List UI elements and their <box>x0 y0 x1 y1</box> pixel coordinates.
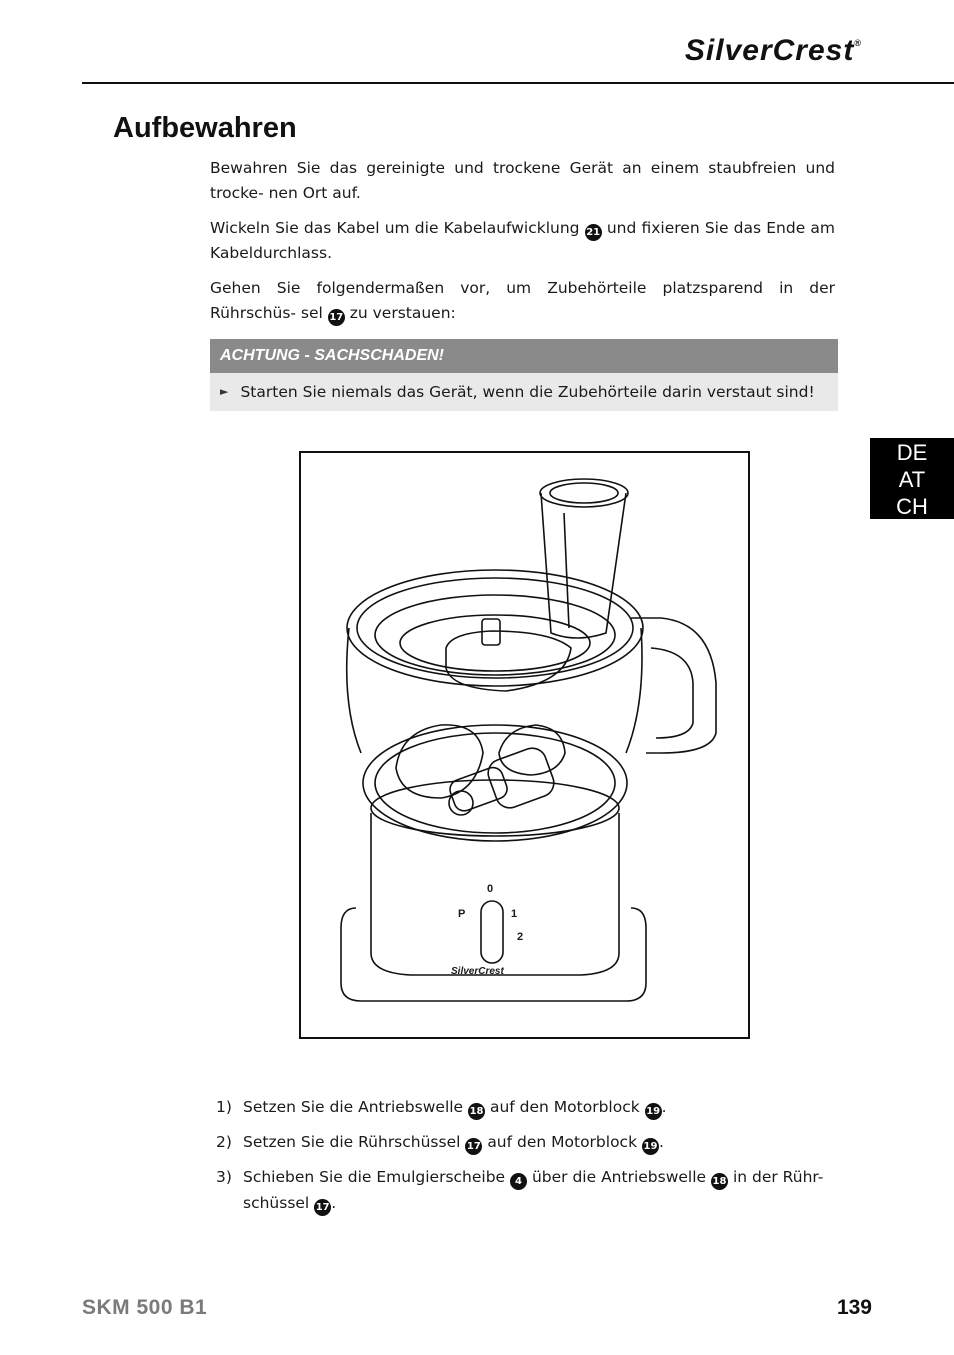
callout-number: 18 <box>711 1173 728 1190</box>
switch-label-p: P <box>458 908 466 920</box>
language-de: DE <box>896 440 928 465</box>
language-ch: CH <box>896 494 928 519</box>
callout-number: 17 <box>328 309 345 326</box>
switch-label-2: 2 <box>517 931 524 943</box>
switch-label-1: 1 <box>511 908 518 920</box>
device-brand: SilverCrest <box>451 966 504 977</box>
paragraph-accessories: Gehen Sie folgendermaßen vor, um Zubehörteile platzsparend in der Rührschüs- sel 17 zu verstauen: <box>210 276 835 326</box>
callout-number: 19 <box>645 1103 662 1120</box>
callout-number: 19 <box>642 1138 659 1155</box>
callout-number: 17 <box>314 1199 331 1216</box>
food-processor-illustration <box>299 451 750 1039</box>
brand-logo: SilverCrest® <box>684 34 862 67</box>
footer-model: SKM 500 B1 <box>82 1296 208 1319</box>
step-item: 3) Schieben Sie die Emulgierscheibe 4 über die Antriebswelle 18 in der Rühr- schüssel 17. <box>216 1164 836 1216</box>
language-tab <box>870 438 954 519</box>
arrow-right-icon: ► <box>220 385 229 398</box>
warning-text: Starten Sie niemals das Gerät, wenn die Zubehörteile darin verstaut sind! <box>240 383 815 401</box>
header-rule <box>82 82 954 84</box>
callout-number: 18 <box>468 1103 485 1120</box>
warning-heading: ACHTUNG - SACHSCHADEN! <box>210 339 838 373</box>
callout-number: 4 <box>510 1173 527 1190</box>
callout-number: 17 <box>465 1138 482 1155</box>
language-at: AT <box>898 467 926 492</box>
page-title: Aufbewahren <box>113 112 297 144</box>
paragraph-storage: Bewahren Sie das gereinigte und trockene Gerät an einem staubfreien und trocke- nen Ort auf. <box>210 159 835 202</box>
warning-box <box>210 339 838 411</box>
callout-number: 21 <box>585 224 602 241</box>
step-item: 1) Setzen Sie die Antriebswelle 18 auf den Motorblock 19. <box>216 1094 836 1120</box>
warning-body <box>210 373 838 411</box>
page-number: 139 <box>836 1296 872 1319</box>
paragraph-cable: Wickeln Sie das Kabel um die Kabelaufwicklung 21 und fixieren Sie das Ende am Kabeldurchlass. <box>210 219 835 262</box>
switch-label-0: 0 <box>487 883 494 895</box>
steps-list <box>216 1094 836 1225</box>
step-item: 2) Setzen Sie die Rührschüssel 17 auf den Motorblock 19. <box>216 1129 836 1155</box>
